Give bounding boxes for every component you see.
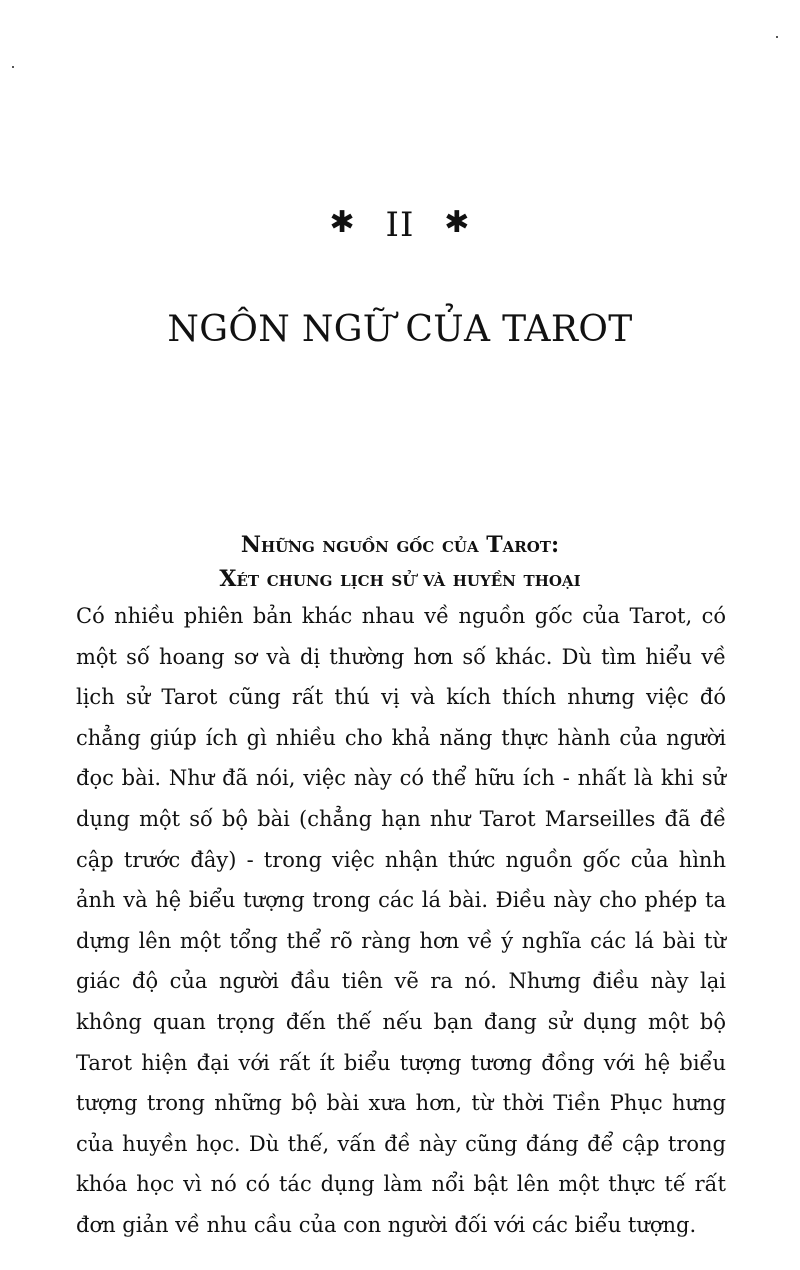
scan-speck [12, 66, 14, 68]
asterisk-ornament-icon: ✱ [444, 205, 471, 240]
body-paragraph: Có nhiều phiên bản khác nhau về nguồn gốc của Tarot, có một số hoang sơ và dị thường hơn số khác. Dù tìm hiểu về lịch sử Tarot cũng rất thú vị và kích thích nhưng việc đó chẳng giúp ích gì nhiều cho khả năng thực hành của người đọc bài. Như đã nói, việc này có thể hữu ích - nhất là khi sử dụng một số bộ bài (chẳng hạn như Tarot Marseilles đã đề cập trước đây) - trong việc nhận thức nguồn gốc của hình ảnh và hệ biểu tượng trong các lá bài. Điều này cho phép ta dựng lên một tổng thể rõ ràng hơn về ý nghĩa các lá bài từ giác độ của người đầu tiên vẽ ra nó. Nhưng điều này lại không quan trọng đến thế nếu bạn đang sử dụng một bộ Tarot hiện đại với rất ít biểu tượng tương đồng với hệ biểu tượng trong những bộ bài xưa hơn, từ thời Tiền Phục hưng của huyền học. Dù thế, vấn đề này cũng đáng để cập trong khóa học vì nó có tác dụng làm nổi bật lên một thực tế rất đơn giản về nhu cầu của con người đối với các biểu tượng. [76, 604, 726, 1237]
section-heading-line-1: Những nguồn gốc của Tarot: [240, 532, 560, 558]
section-heading-line-2: Xét chung lịch sử và huyền thoại [219, 566, 581, 592]
section-heading [0, 528, 800, 596]
chapter-title: NGÔN NGỮ CỦA TAROT [167, 309, 633, 351]
chapter-number-line [0, 205, 800, 245]
chapter-number: II [385, 205, 415, 245]
scan-speck [776, 36, 778, 38]
asterisk-ornament-icon: ✱ [329, 205, 356, 240]
